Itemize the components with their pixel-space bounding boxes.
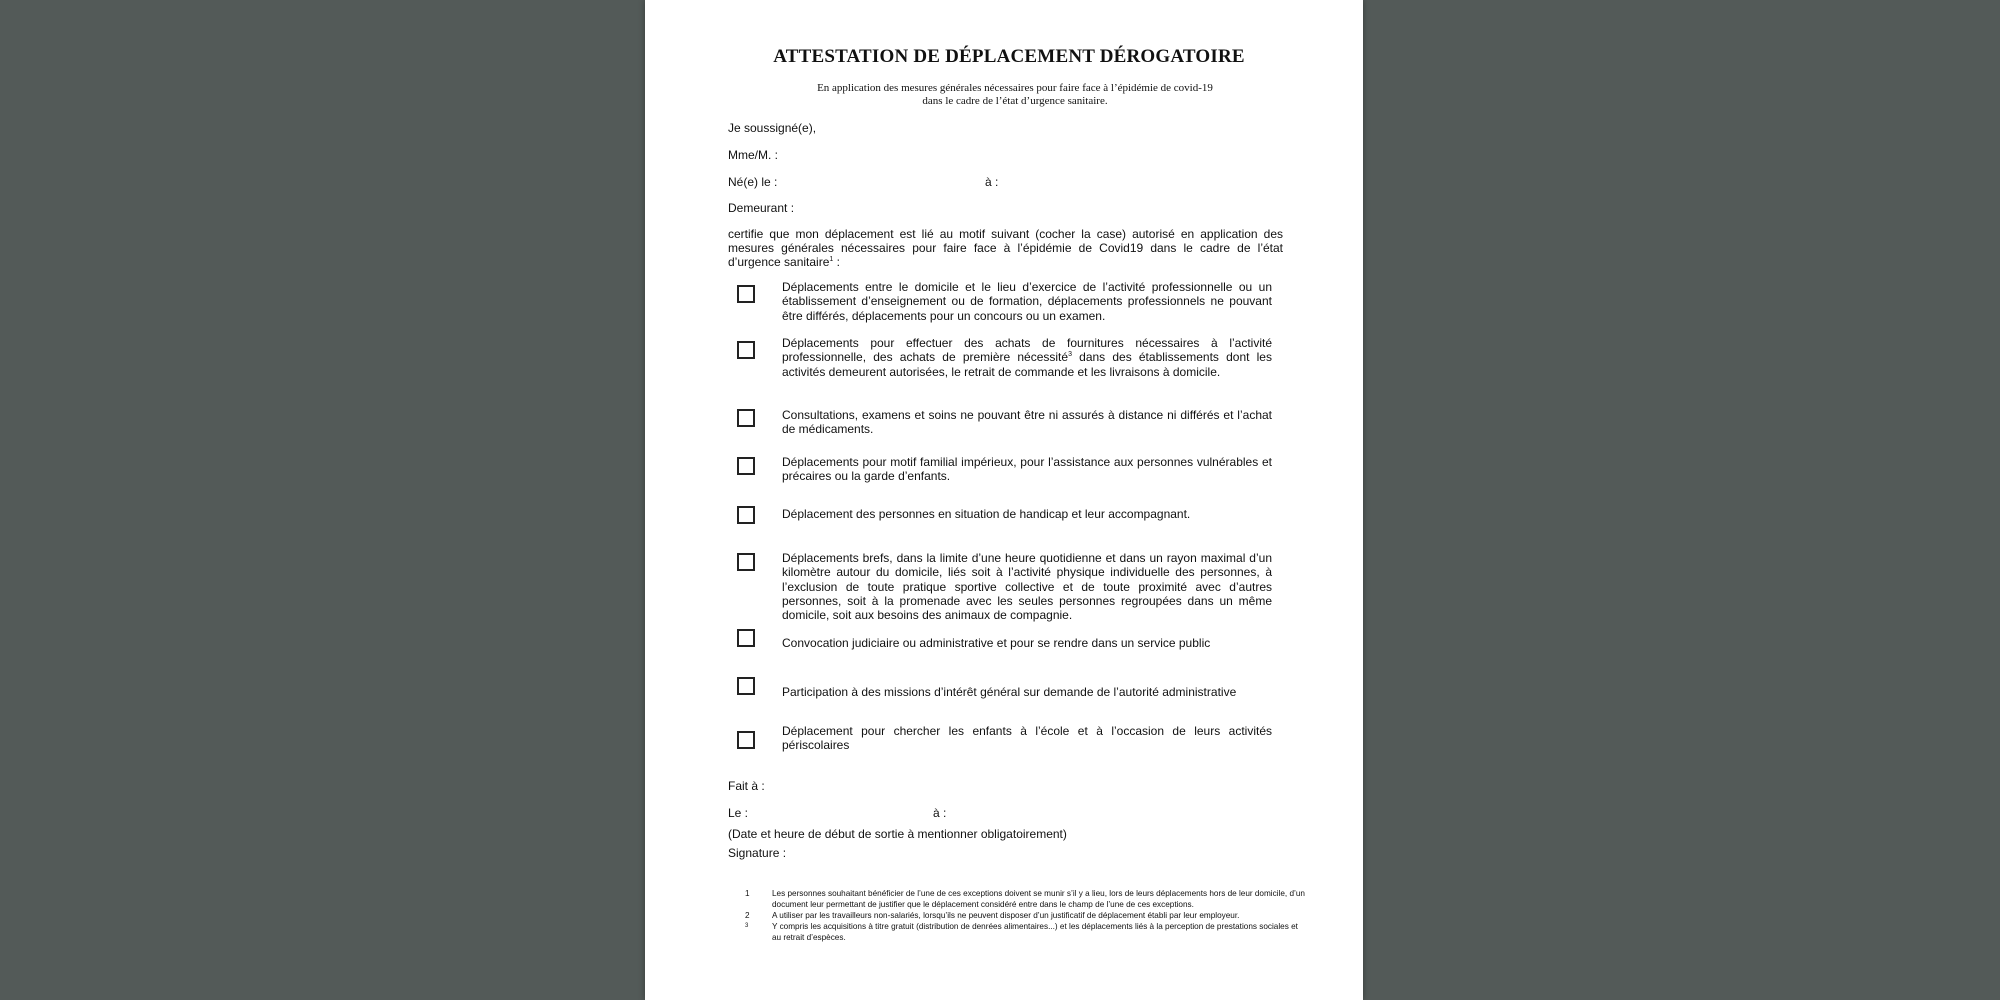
option-text: Participation à des missions d’intérêt général sur demande de l’autorité administrative [782,685,1237,699]
subtitle-line-2: dans le cadre de l’état d’urgence sanitaire. [922,95,1108,107]
birth-date-label: Né(e) le : [728,175,778,189]
footnote-text: Y compris les acquisitions à titre gratuit (distribution de denrées alimentaires...) et les déplacements liés à la perception de prestations sociales et au retrait d’espèces. [772,922,1298,942]
footnote-text: A utiliser par les travailleurs non-salariés, lorsqu’ils ne peuvent disposer d’un justificatif de déplacement établi par leur employeur. [772,911,1240,920]
footnote-number: 1 [745,889,750,898]
footnote-text: Les personnes souhaitant bénéficier de l’une de ces exceptions doivent se munir s’il y a lieu, lors de leurs déplacements hors de leur domicile, d’un document leur permettant de justifier que le déplacement considéré entre dans le champ de l’une de ces exceptions. [772,889,1305,909]
footnote-ref-1: 1 [829,256,834,263]
checkbox-short-outing[interactable] [737,553,755,571]
option-text-part: dans des établissements dont les activités demeurent autorisées, le retrait de commande et les livraisons à domicile. [782,350,1272,379]
option-text: Déplacements entre le domicile et le lieu d’exercice de l’activité professionnelle ou un établissement d’enseignement ou de formation, déplacements professionnels ne pouvant être différés, déplacements pour un concours ou un examen. [782,280,1272,323]
checkbox-purchases[interactable] [737,341,755,359]
footnote-ref-3: 3 [1068,351,1072,359]
footnote-number: 2 [745,911,750,920]
document-page [645,0,1363,1000]
option-text [782,336,1272,379]
certification-text [728,227,1283,269]
footnotes [745,888,1305,943]
certify-colon: : [833,255,840,269]
option-text: Déplacement des personnes en situation de handicap et leur accompagnant. [782,507,1191,521]
option-text: Déplacements pour motif familial impérieux, pour l’assistance aux personnes vulnérables et précaires ou la garde d’enfants. [782,455,1272,484]
address-label: Demeurant : [728,201,795,215]
option-text: Déplacements brefs, dans la limite d’une heure quotidienne et dans un rayon maximal d’un kilomètre autour du domicile, liés soit à l’activité physique individuelle des personnes, à l’exclusion de toute pratique sportive collective et de toute proximité avec d’autres personnes, soit à la promenade avec les seules personnes regroupées dans un même domicile, soit aux besoins des animaux de compagnie. [782,551,1272,623]
time-label: à : [933,806,947,820]
footnote-3 [745,921,1305,943]
document-subtitle [735,82,1295,108]
subtitle-line-1: En application des mesures générales nécessaires pour faire face à l’épidémie de covid-19 [817,82,1213,94]
footnote-2 [745,910,1305,921]
birth-place-label: à : [985,175,999,189]
signature-label: Signature : [728,846,787,860]
checkbox-handicap[interactable] [737,506,755,524]
fait-a-label: Fait à : [728,779,765,793]
checkbox-professional[interactable] [737,285,755,303]
date-label: Le : [728,806,749,820]
footnote-1 [745,888,1305,910]
option-text: Convocation judiciaire ou administrative et pour se rendre dans un service public [782,636,1211,650]
date-note: (Date et heure de début de sortie à mentionner obligatoirement) [728,827,1067,841]
checkbox-family[interactable] [737,457,755,475]
footnote-number: 3 [745,923,749,929]
document-title: ATTESTATION DE DÉPLACEMENT DÉROGATOIRE [773,46,1245,67]
soussigne-label: Je soussigné(e), [728,121,817,135]
option-text: Déplacement pour chercher les enfants à l’école et à l’occasion de leurs activités périscolaires [782,724,1272,753]
certify-main: certifie que mon déplacement est lié au motif suivant (cocher la case) autorisé en application des mesures générales nécessaires pour faire face à l’épidémie de Covid19 dans le cadre de l’état d’urgence sanitaire [728,227,1283,269]
option-text: Consultations, examens et soins ne pouvant être ni assurés à distance ni différés et l’achat de médicaments. [782,408,1272,437]
name-field-label: Mme/M. : [728,148,778,162]
checkbox-judicial[interactable] [737,629,755,647]
option-text-part: Déplacements pour effectuer des achats de fournitures nécessaires à l’activité professionnelle, des achats de première nécessité [782,336,1272,365]
checkbox-health[interactable] [737,409,755,427]
checkbox-school[interactable] [737,731,755,749]
checkbox-general-interest[interactable] [737,677,755,695]
